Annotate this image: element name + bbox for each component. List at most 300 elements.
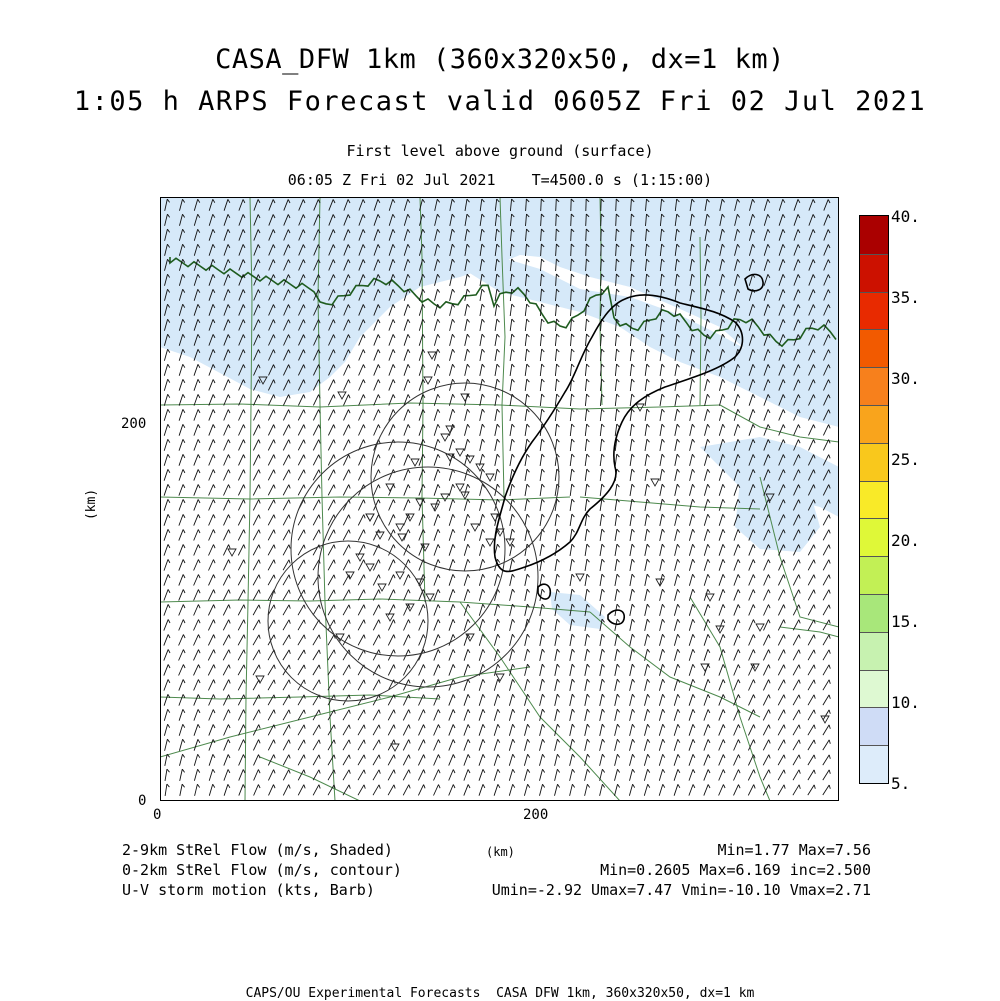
- barb-flag: [557, 679, 559, 682]
- colorbar-segment: [860, 632, 888, 670]
- wind-barb: [298, 530, 304, 541]
- barb-flag: [289, 620, 290, 624]
- barb-flag: [723, 574, 725, 578]
- wind-barb: [328, 395, 333, 406]
- barb-flag: [512, 424, 515, 427]
- wind-barb: [600, 589, 602, 601]
- wind-barb: [253, 740, 258, 751]
- barb-flag: [453, 349, 455, 352]
- wind-barb: [419, 650, 424, 661]
- wind-barb: [164, 619, 168, 630]
- barb-flag: [364, 575, 365, 579]
- wind-barb: [540, 409, 542, 421]
- barb-flag: [244, 740, 246, 744]
- barb-flag: [349, 605, 350, 609]
- wind-barb: [253, 650, 259, 660]
- barb-flag: [647, 529, 650, 532]
- wind-barb: [525, 469, 527, 481]
- barb-flag: [304, 620, 305, 624]
- wind-barb: [585, 679, 587, 691]
- wind-barb: [660, 514, 662, 526]
- wind-barb: [179, 709, 183, 720]
- wind-barb: [675, 394, 677, 406]
- barb-flag: [334, 575, 335, 579]
- barb-flag: [662, 424, 665, 427]
- barb-flag: [183, 724, 185, 727]
- wind-barb: [600, 664, 602, 676]
- barb-flag: [572, 334, 575, 337]
- wind-barb: [689, 619, 692, 630]
- barb-flag: [183, 424, 185, 428]
- barb-flag: [557, 349, 560, 352]
- barb-flag: [754, 695, 756, 699]
- barb-flag: [482, 364, 484, 367]
- wind-barb: [808, 665, 814, 675]
- barb-flag: [349, 635, 350, 639]
- wind-barb: [674, 709, 678, 720]
- barb-flag: [304, 455, 306, 459]
- wind-barb: [343, 740, 349, 750]
- wind-barb: [615, 679, 618, 691]
- barb-flag: [319, 665, 320, 669]
- barb-flag: [498, 634, 500, 637]
- wind-barb: [450, 349, 453, 361]
- wind-barb: [778, 755, 784, 765]
- wind-barb: [194, 590, 199, 601]
- wind-barb: [209, 739, 213, 750]
- wind-barb: [763, 680, 768, 691]
- barb-flag: [647, 424, 650, 427]
- barb-flag: [557, 649, 559, 652]
- wind-barb: [479, 619, 482, 631]
- wind-barb: [585, 649, 587, 661]
- barb-flag: [572, 319, 575, 322]
- wind-barb: [268, 680, 274, 690]
- station-marker: [396, 524, 404, 531]
- wind-barb: [388, 620, 393, 631]
- legend-shaded: 2-9km StRel Flow (m/s, Shaded): [122, 843, 393, 858]
- barb-flag: [319, 785, 320, 789]
- wind-barb: [555, 349, 556, 361]
- barb-flag: [467, 364, 469, 367]
- wind-barb: [238, 710, 243, 721]
- wind-barb: [525, 604, 528, 616]
- wind-barb: [600, 454, 602, 466]
- barb-flag: [228, 440, 230, 444]
- barb-flag: [662, 559, 664, 562]
- barb-flag: [799, 590, 801, 594]
- barb-flag: [229, 680, 231, 684]
- wind-barb: [585, 499, 587, 511]
- wind-barb: [238, 650, 244, 661]
- wind-barb: [719, 559, 723, 570]
- barb-flag: [378, 319, 380, 323]
- wind-barb: [404, 304, 408, 315]
- barb-flag: [334, 755, 335, 759]
- barb-flag: [693, 679, 695, 682]
- barb-flag: [244, 650, 245, 654]
- wind-barb: [209, 754, 213, 765]
- wind-barb: [675, 544, 678, 556]
- barb-flag: [557, 544, 560, 547]
- wind-barb: [808, 740, 814, 750]
- wind-barb: [208, 650, 213, 661]
- wind-barb: [630, 709, 633, 721]
- wind-barb: [419, 665, 424, 676]
- wind-barb: [480, 514, 483, 526]
- barb-flag: [678, 754, 680, 757]
- barb-flag: [602, 709, 604, 712]
- wind-barb: [389, 500, 394, 511]
- wind-barb: [823, 560, 829, 571]
- barb-flag: [829, 770, 830, 774]
- barb-flag: [693, 739, 695, 743]
- wind-barb: [253, 680, 259, 690]
- barb-flag: [424, 770, 426, 774]
- wind-barb: [239, 410, 244, 421]
- barb-flag: [394, 725, 395, 729]
- wind-barb: [480, 439, 483, 451]
- wind-barb: [224, 739, 229, 750]
- barb-flag: [289, 485, 290, 489]
- wind-barb: [223, 530, 228, 541]
- wind-barb: [480, 544, 483, 556]
- barb-flag: [198, 694, 200, 698]
- wind-barb: [690, 424, 693, 436]
- wind-barb: [298, 785, 304, 796]
- wind-barb: [630, 514, 632, 526]
- barb-flag: [319, 770, 320, 774]
- wind-barb: [434, 740, 439, 751]
- barb-flag: [602, 694, 604, 697]
- wind-barb: [328, 485, 334, 496]
- barb-flag: [753, 605, 755, 609]
- wind-barb: [659, 769, 662, 780]
- wind-barb: [223, 605, 228, 616]
- wind-barb: [283, 440, 288, 451]
- wind-barb: [313, 725, 319, 735]
- barb-flag: [602, 424, 605, 427]
- barb-flag: [378, 395, 380, 399]
- barb-flag: [424, 755, 426, 759]
- wind-barb: [194, 469, 198, 480]
- barb-flag: [468, 649, 470, 653]
- wind-barb: [555, 754, 558, 766]
- barb-flag: [617, 409, 620, 412]
- wind-barb: [630, 619, 632, 631]
- barb-flag: [274, 485, 276, 489]
- barb-flag: [647, 589, 649, 592]
- barb-flag: [334, 620, 335, 624]
- wind-barb: [298, 755, 304, 766]
- barb-flag: [617, 394, 620, 397]
- wind-barb: [479, 649, 483, 660]
- wind-barb: [179, 379, 183, 390]
- wind-barb: [465, 424, 468, 436]
- barb-flag: [784, 605, 786, 609]
- barb-flag: [378, 364, 380, 368]
- wind-barb: [479, 769, 483, 780]
- wind-barb: [808, 695, 814, 705]
- wind-barb: [719, 394, 722, 406]
- wind-barb: [540, 634, 542, 646]
- barb-flag: [393, 455, 395, 459]
- barb-flag: [334, 530, 335, 534]
- wind-barb: [689, 724, 693, 735]
- wind-barb: [525, 664, 528, 676]
- wind-barb: [389, 319, 393, 330]
- wind-barb: [510, 634, 513, 646]
- barb-flag: [183, 499, 185, 503]
- barb-flag: [542, 319, 545, 322]
- barb-flag: [512, 454, 514, 457]
- wind-barb: [253, 455, 258, 466]
- barb-flag: [769, 635, 771, 639]
- wind-barb: [808, 785, 814, 795]
- wind-barb: [645, 664, 648, 676]
- barb-flag: [304, 770, 305, 774]
- barb-flag: [213, 724, 215, 728]
- wind-barb: [313, 665, 319, 675]
- wind-barb: [253, 485, 258, 496]
- barb-flag: [198, 575, 200, 579]
- barb-flag: [512, 319, 515, 322]
- barb-flag: [497, 454, 499, 457]
- wind-barb: [224, 754, 228, 765]
- barb-flag: [739, 755, 741, 759]
- barb-flag: [557, 409, 560, 412]
- wind-barb: [749, 680, 754, 691]
- wind-barb: [359, 380, 364, 391]
- wind-barb: [823, 530, 829, 541]
- wind-barb: [823, 740, 829, 750]
- wind-barb: [495, 454, 497, 466]
- wind-barb: [600, 769, 603, 781]
- wind-barb: [449, 619, 453, 630]
- station-marker: [391, 744, 399, 751]
- wind-barb: [418, 785, 423, 796]
- barb-flag: [829, 665, 830, 669]
- barb-flag: [587, 664, 589, 667]
- wind-barb: [586, 229, 587, 241]
- barb-flag: [602, 664, 604, 667]
- barb-flag: [754, 740, 756, 744]
- wind-barb: [268, 485, 273, 496]
- barb-flag: [513, 784, 515, 787]
- wind-barb: [808, 755, 814, 765]
- barb-flag: [814, 425, 816, 429]
- wind-barb: [343, 605, 349, 615]
- barb-flag: [304, 665, 305, 669]
- wind-barb: [555, 424, 556, 436]
- barb-flag: [319, 650, 320, 654]
- barb-flag: [542, 574, 545, 577]
- barb-flag: [304, 485, 305, 489]
- barb-flag: [769, 755, 770, 759]
- barb-flag: [798, 440, 800, 444]
- wind-barb: [374, 485, 379, 496]
- barb-flag: [409, 665, 411, 669]
- barb-flag: [364, 635, 365, 639]
- wind-barb: [600, 739, 603, 751]
- barb-flag: [349, 785, 350, 789]
- wind-barb: [540, 394, 541, 406]
- barb-flag: [183, 394, 185, 398]
- wind-barb: [615, 784, 618, 796]
- barb-flag: [453, 499, 455, 502]
- barb-flag: [468, 724, 470, 728]
- wind-barb: [705, 409, 708, 421]
- wind-barb: [238, 545, 243, 556]
- barb-flag: [647, 469, 650, 472]
- wind-barb: [555, 694, 558, 706]
- barb-flag: [513, 769, 515, 772]
- barb-flag: [453, 634, 455, 638]
- wind-barb: [704, 454, 707, 466]
- wind-barb: [434, 409, 438, 420]
- barb-flag: [168, 559, 170, 563]
- wind-barb: [434, 379, 437, 391]
- barb-flag: [168, 724, 170, 727]
- barb-flag: [468, 754, 470, 758]
- barb-flag: [244, 440, 246, 444]
- barb-flag: [662, 484, 664, 487]
- barb-flag: [198, 499, 200, 503]
- barb-flag: [258, 770, 260, 774]
- barb-flag: [692, 394, 694, 397]
- barb-flag: [693, 484, 695, 487]
- barb-flag: [424, 740, 426, 744]
- barb-flag: [438, 484, 440, 488]
- wind-barb: [358, 530, 363, 541]
- wind-barb: [358, 710, 364, 720]
- barb-flag: [424, 710, 426, 714]
- barb-flag: [708, 499, 710, 502]
- barb-flag: [468, 604, 470, 607]
- wind-barb: [749, 409, 753, 420]
- wind-barb: [283, 620, 289, 630]
- wind-barb: [704, 529, 707, 541]
- barb-flag: [647, 634, 649, 637]
- wind-barb: [179, 739, 182, 751]
- wind-barb: [525, 634, 528, 646]
- barb-flag: [497, 394, 499, 397]
- wind-barb: [675, 574, 678, 586]
- wind-barb: [388, 755, 394, 766]
- wind-barb: [464, 514, 467, 526]
- barb-flag: [379, 740, 380, 744]
- wind-barb: [495, 319, 497, 331]
- barb-flag: [527, 514, 529, 517]
- barb-flag: [214, 665, 216, 669]
- wind-barb: [704, 604, 708, 615]
- wind-barb: [510, 409, 512, 421]
- barb-flag: [678, 784, 680, 788]
- wind-barb: [449, 739, 453, 750]
- wind-barb: [525, 454, 527, 466]
- barb-flag: [527, 424, 530, 427]
- barb-flag: [769, 710, 771, 714]
- barb-flag: [183, 754, 185, 757]
- wind-barb: [358, 650, 364, 660]
- wind-barb: [434, 770, 439, 781]
- wind-barb: [223, 560, 228, 571]
- barb-flag: [753, 409, 755, 413]
- barb-flag: [512, 334, 515, 337]
- wind-barb: [313, 485, 319, 496]
- barb-flag: [468, 619, 470, 622]
- barb-flag: [319, 515, 320, 519]
- wind-barb: [645, 379, 647, 391]
- barb-flag: [349, 770, 350, 774]
- barb-flag: [662, 529, 664, 532]
- wind-barb: [283, 575, 289, 585]
- barb-flag: [662, 304, 665, 307]
- barb-flag: [244, 575, 245, 579]
- colorbar-segment: [860, 707, 888, 745]
- barb-flag: [379, 590, 381, 594]
- barb-flag: [693, 784, 695, 788]
- barb-flag: [572, 484, 575, 487]
- barb-flag: [468, 694, 470, 698]
- wind-barb: [373, 770, 379, 780]
- barb-flag: [708, 559, 710, 562]
- barb-flag: [258, 785, 260, 789]
- barb-flag: [452, 319, 454, 322]
- barb-flag: [468, 574, 470, 577]
- barb-flag: [438, 439, 440, 442]
- wind-barb: [373, 605, 378, 616]
- barb-flag: [829, 710, 830, 714]
- barb-flag: [769, 725, 771, 729]
- barb-flag: [784, 770, 785, 774]
- barb-flag: [632, 664, 634, 667]
- wind-barb: [540, 679, 543, 691]
- wind-barb: [571, 244, 572, 256]
- barb-flag: [784, 575, 786, 579]
- barb-flag: [783, 440, 785, 444]
- wind-barb: [389, 349, 393, 360]
- barb-flag: [542, 604, 544, 607]
- wind-barb: [343, 515, 348, 526]
- wind-barb: [283, 470, 289, 481]
- barb-flag: [587, 724, 589, 727]
- barb-flag: [468, 424, 470, 427]
- wind-barb: [675, 589, 678, 601]
- station-marker: [456, 484, 464, 491]
- barb-flag: [632, 394, 635, 397]
- barb-flag: [364, 725, 365, 729]
- wind-barb: [373, 785, 379, 795]
- barb-flag: [542, 514, 545, 517]
- barb-flag: [829, 695, 830, 699]
- wind-barb: [525, 379, 527, 391]
- wind-barb: [238, 665, 244, 675]
- wind-barb: [555, 739, 558, 751]
- wind-barb: [465, 379, 468, 391]
- barb-flag: [394, 650, 396, 654]
- barb-flag: [708, 574, 710, 577]
- wind-barb: [704, 769, 708, 780]
- barb-flag: [408, 484, 410, 488]
- wind-barb: [763, 635, 768, 646]
- wind-barb: [298, 605, 304, 615]
- wind-barb: [540, 499, 542, 511]
- barb-flag: [379, 710, 380, 714]
- wind-barb: [418, 755, 423, 766]
- wind-barb: [344, 380, 349, 391]
- wind-barb: [823, 695, 829, 705]
